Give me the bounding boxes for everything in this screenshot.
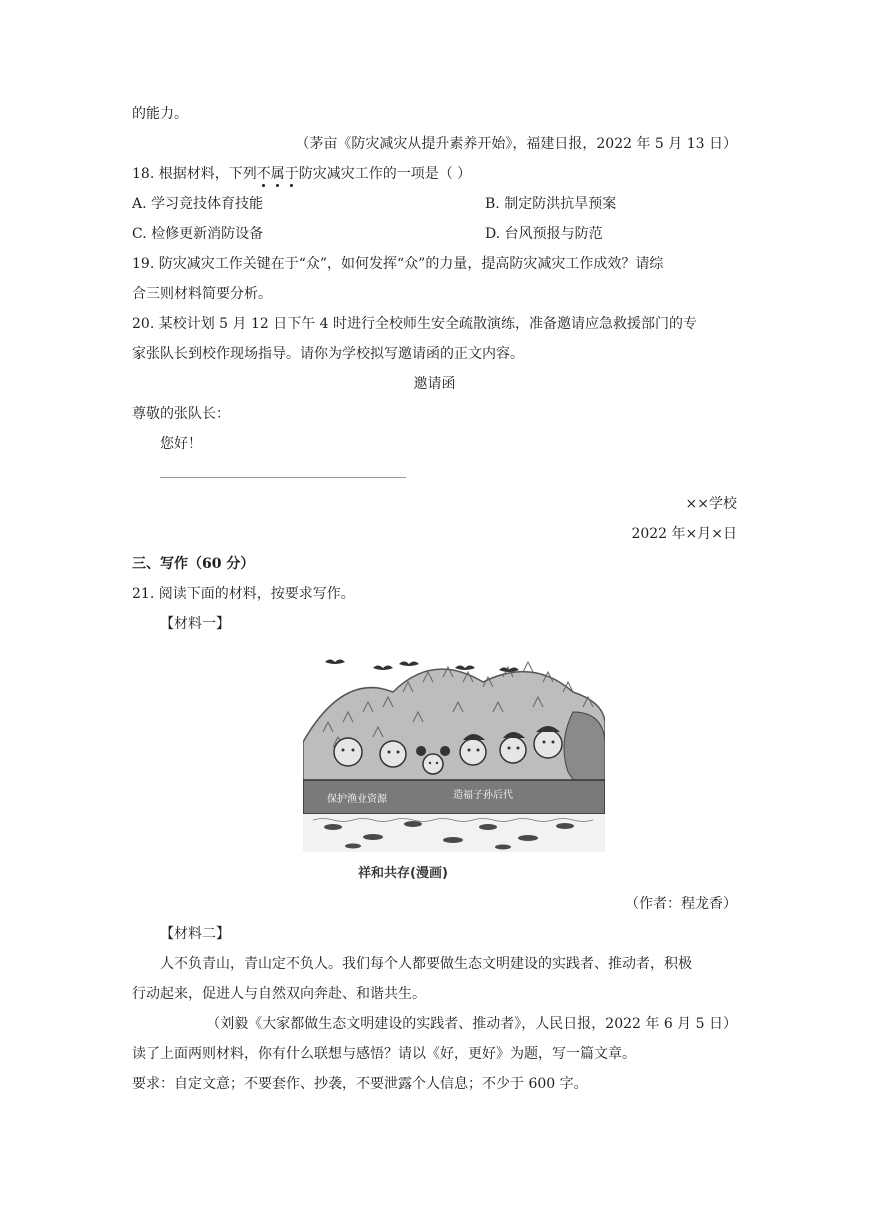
material2-line2: 行动起来，促进人与自然双向奔赴、和谐共生。 [132,986,426,1002]
material2-source: （刘毅《大家都做生态文明建设的实践者、推动者》，人民日报，2022 年 6 月 5 日） [206,1016,737,1032]
question-19-line2: 合三则材料简要分析。 [132,286,272,302]
letter-signature: ××学校 [685,496,737,512]
section-heading: 三、写作（60 分） [132,556,255,572]
letter-title: 邀请函 [413,376,456,392]
q18-option-c: C. 检修更新消防设备 [132,226,264,242]
banner-left-text: 保护渔业资源 [327,794,387,805]
letter-salutation: 尊敬的张队长： [132,406,230,422]
q18-option-b: B. 制定防洪抗旱预案 [485,196,617,212]
writing-requirements: 要求：自定文意；不要套作、抄袭，不要泄露个人信息；不少于 600 字。 [132,1076,588,1092]
banner-right-text: 造福子孙后代 [453,790,513,801]
material2-line1: 人不负青山，青山定不负人。我们每个人都要做生态文明建设的实践者、推动者，积极 [160,956,692,972]
letter-greeting: 您好！ [160,436,202,452]
q18-option-a: A. 学习竞技体育技能 [132,196,264,212]
emphasis-char: 于 [284,166,299,182]
question-21: 21. 阅读下面的材料，按要求写作。 [132,586,355,602]
question-19-line1: 19. 防灾减灾工作关键在于“众”，如何发挥“众”的力量，提高防灾减灾工作成效？请综 [132,256,664,272]
material2-label: 【材料二】 [160,926,230,942]
q18-stem-post: 防灾减灾工作的一项是（ ） [298,166,472,182]
material3-source: （茅亩《防灾减灾从提升素养开始》，福建日报，2022 年 5 月 13 日） [295,136,737,152]
question-20-line2: 家张队长到校作现场指导。请你为学校拟写邀请函的正文内容。 [132,346,524,362]
emphasis-char: 属 [270,166,285,182]
emphasis-char: 不 [256,166,271,182]
letter-date: 2022 年×月×日 [631,526,737,542]
q18-stem-pre: 18. 根据材料，下列 [132,166,257,182]
writing-prompt: 读了上面两则材料，你有什么联想与感悟？请以《好，更好》为题，写一篇文章。 [132,1046,636,1062]
question-20-line1: 20. 某校计划 5 月 12 日下午 4 时进行全校师生安全疏散演练，准备邀请应急救援部门的专 [132,316,698,332]
q18-option-d: D. 台风预报与防范 [485,226,603,242]
cartoon-illustration [303,652,605,852]
cartoon-caption: 祥和共存(漫画) [358,866,448,881]
material1-author: （作者：程龙香） [625,896,737,912]
material3-ending: 的能力。 [132,106,188,122]
question-18 [132,164,471,184]
material1-label: 【材料一】 [160,616,230,632]
answer-blank-line [160,477,406,478]
